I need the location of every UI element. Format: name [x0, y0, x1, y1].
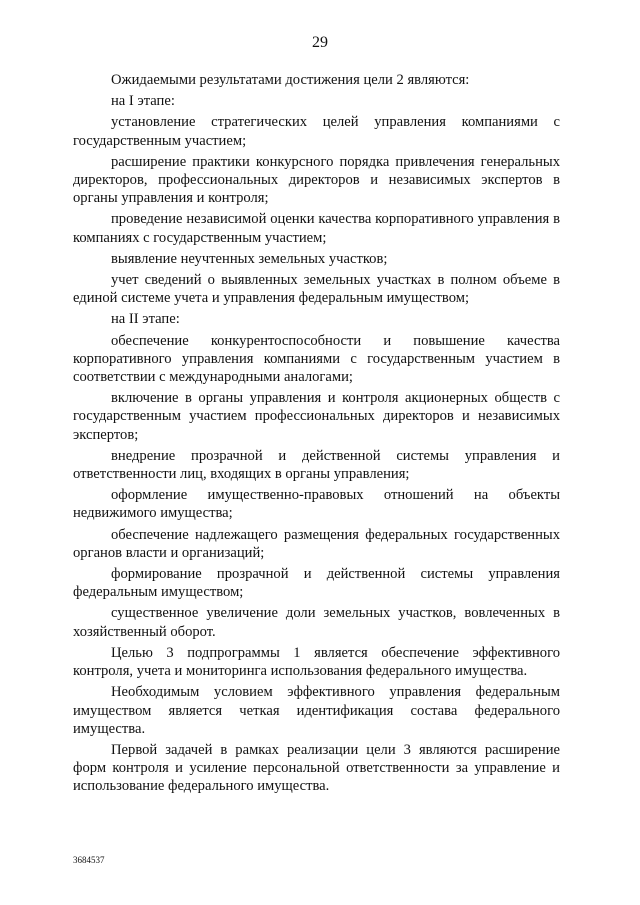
paragraph: на II этапе: [111, 311, 180, 328]
paragraph: на I этапе: [111, 93, 175, 110]
paragraph: Ожидаемыми результатами достижения цели 2 являются: [111, 72, 470, 88]
document-number: 3684537 [73, 855, 105, 865]
paragraph: включение в органы управления и контроля акционерных обществ с государственным участием профессиональных директоров и независимых экспертов; [73, 390, 560, 443]
paragraph: проведение независимой оценки качества корпоративного управления в компаниях с государственным участием; [73, 211, 560, 246]
paragraph: установление стратегических целей управления компаниями с государственным участием; [73, 114, 560, 149]
paragraph: внедрение прозрачной и действенной системы управления и ответственности лиц, входящих в органы управления; [73, 447, 560, 483]
document-body [73, 71, 560, 799]
page-number: 29 [312, 34, 328, 51]
paragraph: Целью 3 подпрограммы 1 является обеспечение эффективного контроля, учета и мониторинга использования федерального имущества. [73, 644, 560, 680]
paragraph: выявление неучтенных земельных участков; [111, 250, 388, 267]
paragraph: обеспечение надлежащего размещения федеральных государственных органов власти и организаций; [73, 526, 560, 561]
paragraph: учет сведений о выявленных земельных участках в полном объеме в единой системе учета и управления федеральным имуществом; [73, 272, 560, 307]
paragraph: обеспечение конкурентоспособности и повышение качества корпоративного управления компаниями с государственным участием в соответствии с международными аналогами; [73, 332, 560, 386]
paragraph: существенное увеличение доли земельных участков, вовлеченных в хозяйственный оборот. [73, 605, 560, 640]
paragraph: оформление имущественно-правовых отношений на объекты недвижимого имущества; [73, 487, 560, 522]
paragraph: формирование прозрачной и действенной системы управления федеральным имуществом; [73, 566, 560, 601]
paragraph: расширение практики конкурсного порядка привлечения генеральных директоров, профессиональных директоров и независимых экспертов в органы управления и контроля; [73, 153, 560, 207]
paragraph: Необходимым условием эффективного управления федеральным имуществом является четкая идентификация состава федерального имущества. [73, 684, 560, 737]
paragraph: Первой задачей в рамках реализации цели 3 являются расширение форм контроля и усиление персональной ответственности за управление и использование федерального имущества. [73, 741, 560, 795]
